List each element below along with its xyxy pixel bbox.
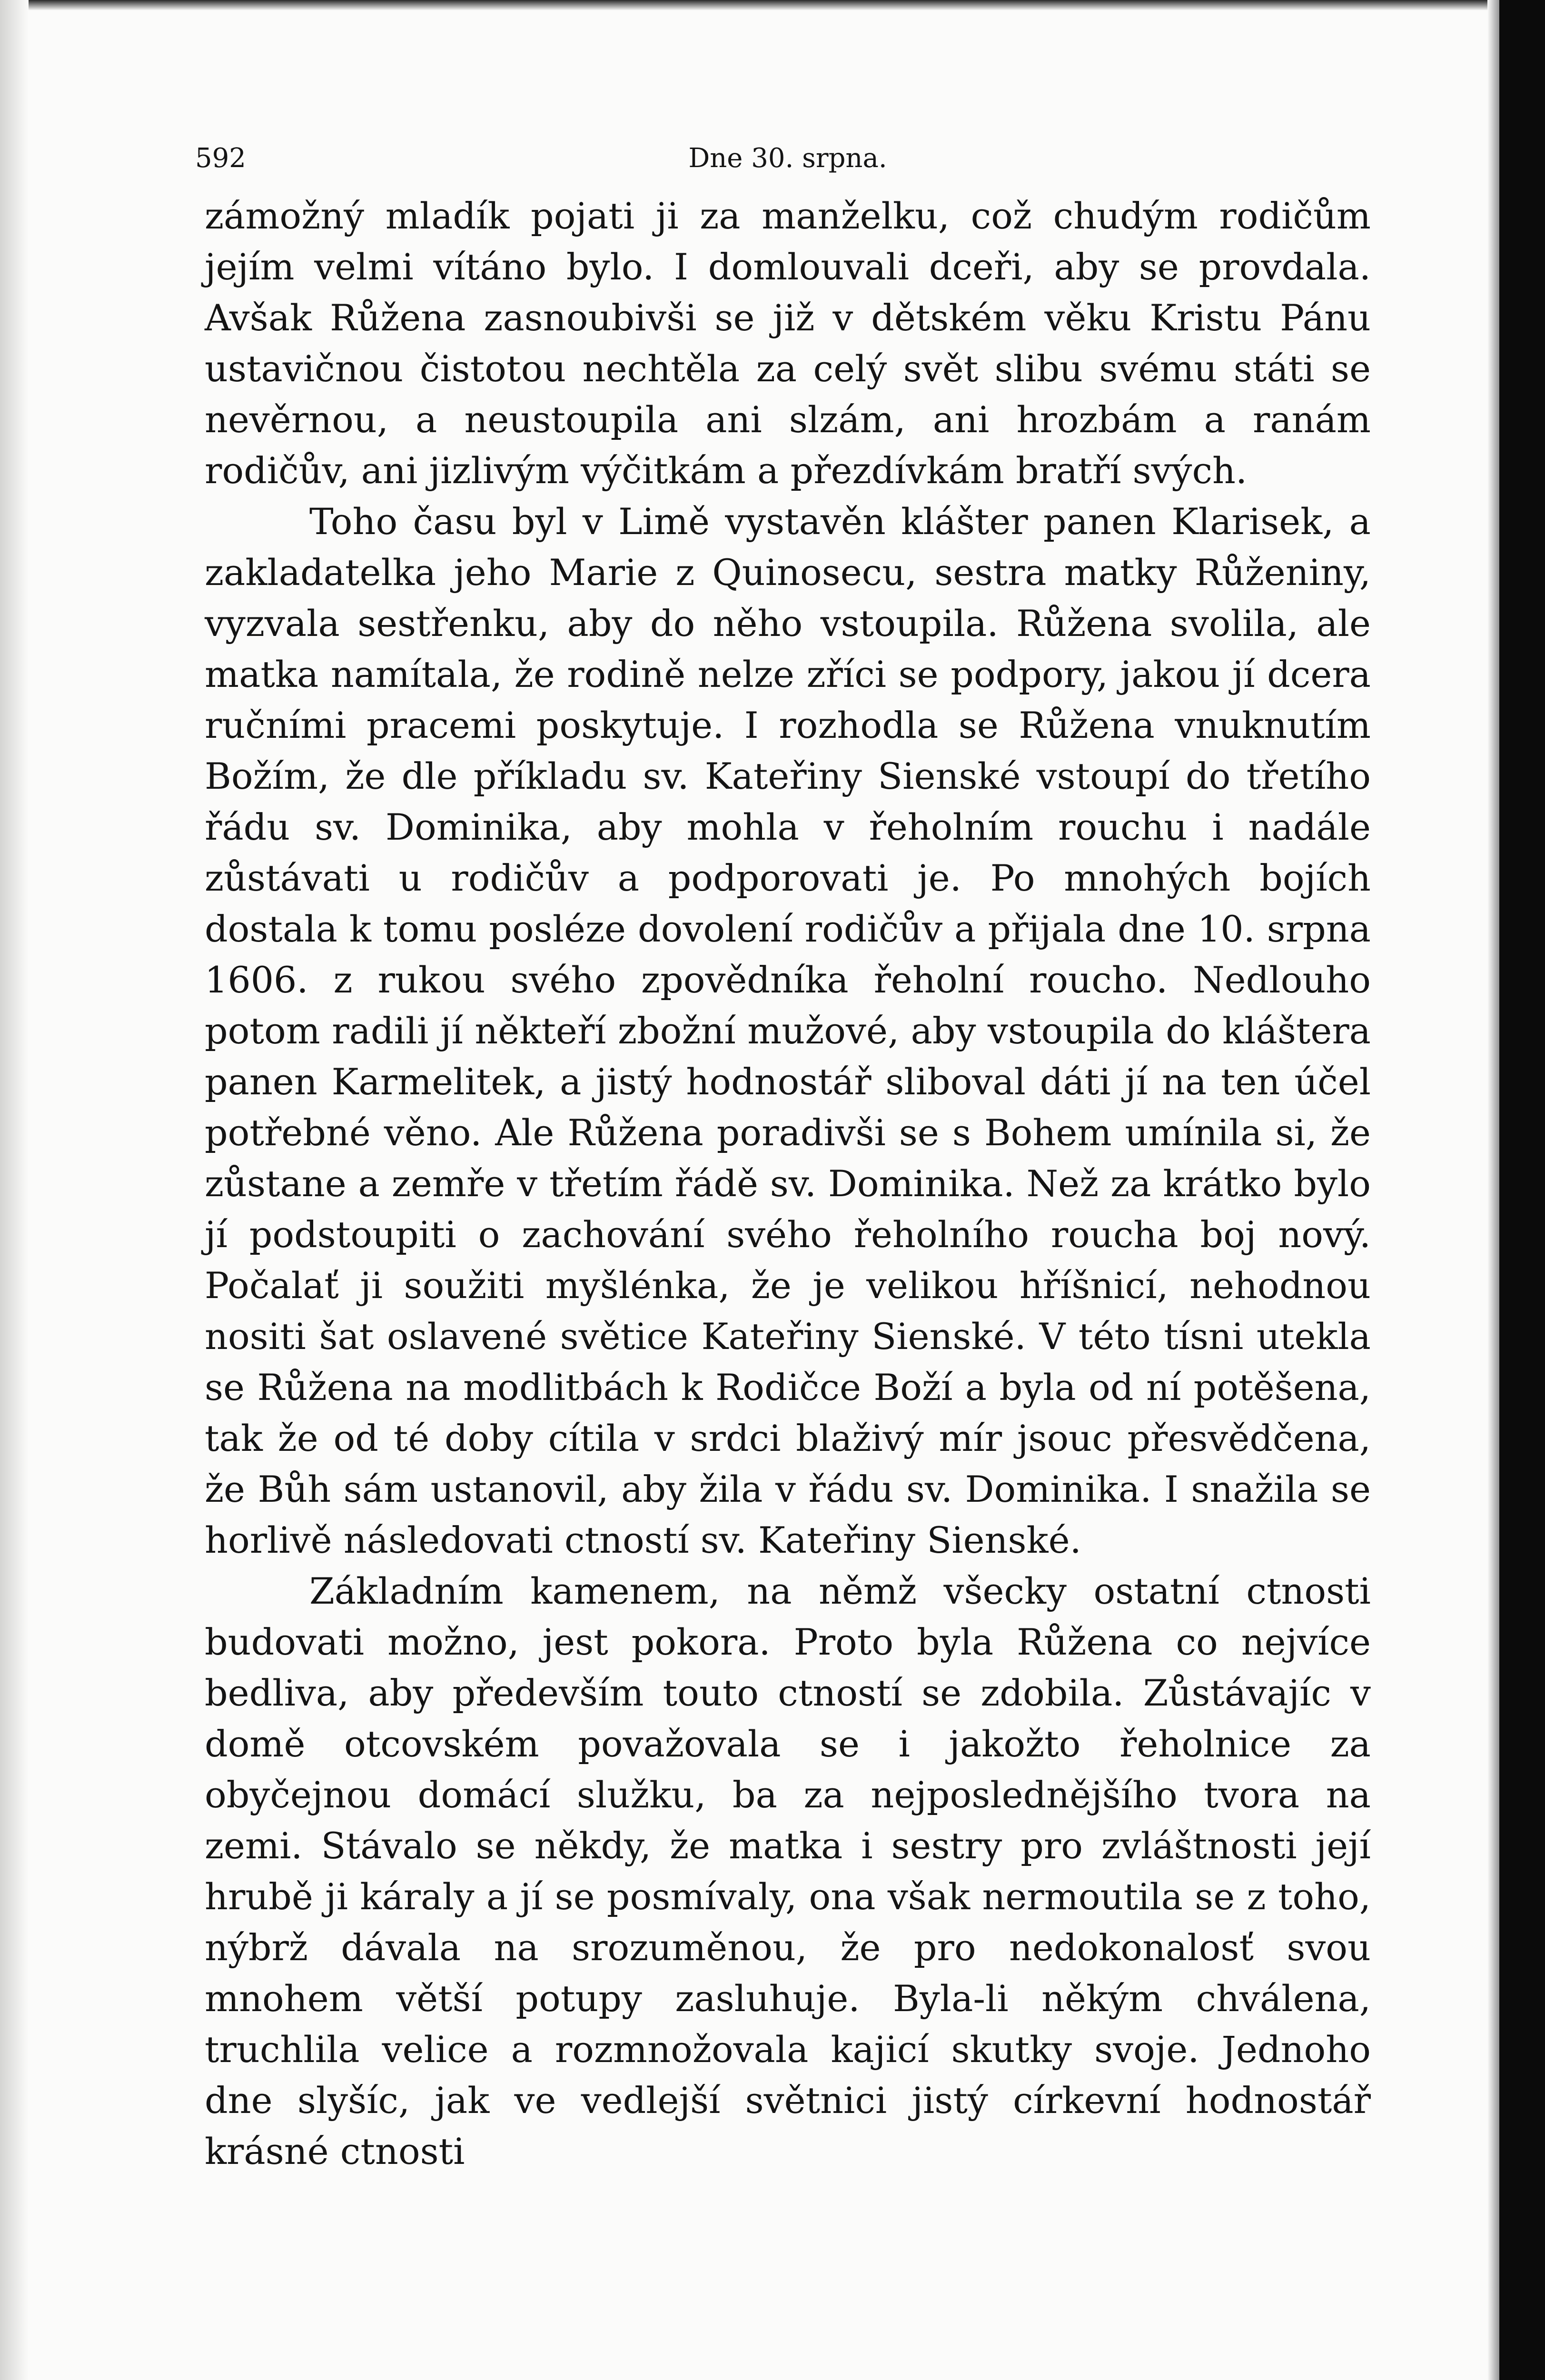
scan-right-edge xyxy=(1487,0,1501,2380)
page-header xyxy=(195,138,1371,190)
paragraph-continuation: zámožný mladík pojati ji za manželku, což chudým rodičům jejím velmi vítáno bylo. I domlouvali dceři, aby se provdala. Avšak Růžena zasnoubivši se již v dětském věku Kristu Pánu ustavičnou čistotou nechtěla za celý svět slibu svému státi se nevěrnou, a neustoupila ani slzám, ani hrozbám a ranám rodičův, ani jizlivým výčitkám a přezdívkám bratří svých. xyxy=(205,195,1371,492)
body-text xyxy=(205,190,1371,2177)
scan-top-border xyxy=(0,0,1545,10)
scan-left-shadow xyxy=(0,0,29,2380)
book-page xyxy=(195,138,1371,2177)
scan-right-border xyxy=(1499,0,1545,2380)
running-title: Dne 30. srpna. xyxy=(688,143,887,174)
paragraph-klarisek: Toho času byl v Limě vystavěn klášter panen Klarisek, a zakladatelka jeho Marie z Quinosecu, sestra matky Růženiny, vyzvala sestřenku, aby do něho vstoupila. Růžena svolila, ale matka namítala, že rodině nelze zříci se podpory, jakou jí dcera ručními pracemi poskytuje. I rozhodla se Růžena vnuknutím Božím, že dle příkladu sv. Kateřiny Sienské vstoupí do třetího řádu sv. Dominika, aby mohla v řeholním rouchu i nadále zůstávati u rodičův a podporovati je. Po mnohých bojích dostala k tomu posléze dovolení rodičův a přijala dne 10. srpna 1606. z rukou svého zpovědníka řeholní roucho. Nedlouho potom radili jí někteří zbožní mužové, aby vstoupila do kláštera panen Karmelitek, a jistý hodnostář sliboval dáti jí na ten účel potřebné věno. Ale Růžena poradivši se s Bohem umínila si, že zůstane a zemře v třetím řádě sv. Dominika. Než za krátko bylo jí podstoupiti o zachování svého řeholního roucha boj nový. Počalať ji soužiti myšlénka, že je velikou hříšnicí, nehodnou nositi šat oslavené světice Kateřiny Sienské. V této tísni utekla se Růžena na modlitbách k Rodičce Boží a byla od ní potěšena, tak že od té doby cítila v srdci blaživý mír jsouc přesvědčena, že Bůh sám ustanovil, aby žila v řádu sv. Dominika. I snažila se horlivě následovati ctností sv. Kateřiny Sienské. xyxy=(205,500,1371,1561)
paragraph-pokora: Základním kamenem, na němž všecky ostatní ctnosti budovati možno, jest pokora. Proto byla Růžena co nejvíce bedliva, aby především touto ctností se zdobila. Zůstávajíc v domě otcovském považovala se i jakožto řeholnice za obyčejnou domácí služku, ba za nejposlednějšího tvora na zemi. Stávalo se někdy, že matka i sestry pro zvláštnosti její hrubě ji káraly a jí se posmívaly, ona však nermoutila se z toho, nýbrž dávala na srozuměnou, že pro nedokonalosť svou mnohem větší potupy zasluhuje. Byla-li někým chválena, truchlila velice a rozmnožovala kajicí skutky svoje. Jednoho dne slyšíc, jak ve vedlejší světnici jistý církevní hodnostář krásné ctnosti xyxy=(205,1570,1371,2172)
page-number: 592 xyxy=(195,143,246,174)
